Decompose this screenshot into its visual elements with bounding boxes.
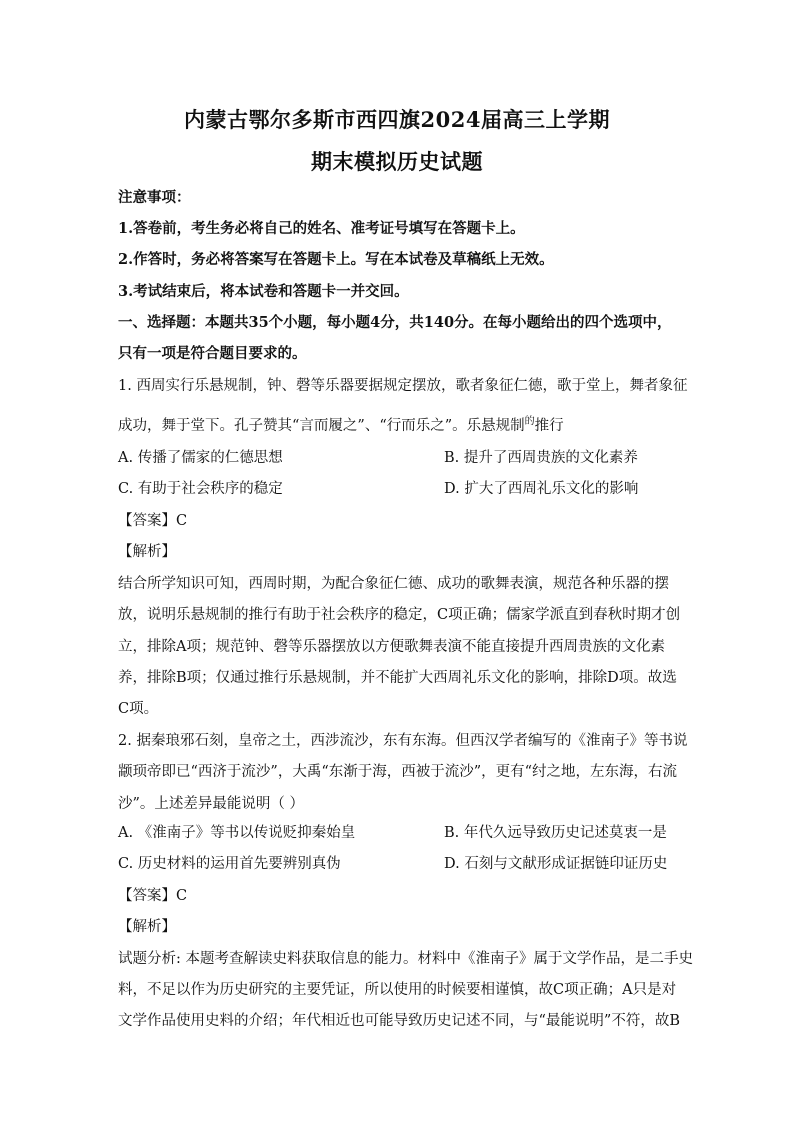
q2-answer: 【答案】C	[118, 888, 188, 904]
q1-analysis-line: 养，排除B项；仅通过推行乐悬规制，并不能扩大西周礼乐文化的影响，排除D项。故选	[118, 670, 677, 686]
q2-option-a: A. 《淮南子》等书以传说贬抑秦始皇	[118, 825, 356, 841]
q1-option-b: B. 提升了西周贵族的文化素养	[444, 450, 638, 466]
q1-stem-superscript: 的	[524, 416, 535, 427]
notice-heading: 注意事项：	[118, 189, 191, 206]
notice-item-2: 2.作答时，务必将答案写在答题卡上。写在本试卷及草稿纸上无效。	[118, 251, 554, 268]
q1-analysis-line: 立，排除A项；规范钟、磬等乐器摆放以方便歌舞表演不能直接提升西周贵族的文化素	[118, 639, 665, 655]
q2-analysis-line: 文学作品使用史料的介绍；年代相近也可能导致历史记述不同，与“最能说明”不符，故B	[118, 1013, 680, 1029]
q1-analysis-line: 结合所学知识可知，西周时期，为配合象征仁德、成功的歌舞表演，规范各种乐器的摆	[118, 576, 669, 592]
q2-option-b: B. 年代久远导致历史记述莫衷一是	[444, 825, 667, 841]
section-instruction-2: 只有一项是符合题目要求的。	[118, 345, 307, 362]
q1-option-a: A. 传播了儒家的仁德思想	[118, 450, 283, 466]
q1-option-c: C. 有助于社会秩序的稳定	[118, 481, 283, 497]
q2-analysis-label: 【解析】	[118, 919, 176, 935]
q2-option-d: D. 石刻与文献形成证据链印证历史	[444, 856, 668, 872]
q2-stem-line: 颛顼帝即已“西济于流沙”，大禹“东渐于海，西被于流沙”，更有“纣之地，左东海，右流	[118, 764, 678, 780]
q1-analysis-line: 放，说明乐悬规制的推行有助于社会秩序的稳定，C项正确；儒家学派直到春秋时期才创	[118, 607, 681, 623]
q1-option-d: D. 扩大了西周礼乐文化的影响	[444, 481, 639, 497]
q2-stem-line: 沙”。上述差异最能说明（ ）	[118, 796, 305, 812]
q1-stem-line2	[118, 412, 564, 435]
q1-stem-line2-end: 推行	[534, 417, 564, 434]
q1-stem-line1: 1. 西周实行乐悬规制，钟、磬等乐器要据规定摆放，歌者象征仁德，歌于堂上，舞者象征	[118, 378, 688, 394]
q1-stem-line2-text: 成功，舞于堂下。孔子赞其“言而履之”、“行而乐之”。乐悬规制	[118, 417, 525, 434]
q1-answer: 【答案】C	[118, 513, 188, 529]
q2-stem-line: 2. 据秦琅邪石刻，皇帝之土，西涉流沙，东有东海。但西汉学者编写的《淮南子》等书说	[118, 733, 688, 749]
notice-item-3: 3.考试结束后，将本试卷和答题卡一并交回。	[118, 283, 409, 300]
q1-analysis-line: C项。	[118, 701, 159, 717]
q2-analysis-line: 料，不足以作为历史研究的主要凭证，所以使用的时候要相谨慎，故C项正确；A只是对	[118, 982, 677, 998]
exam-title-line2: 期末模拟历史试题	[311, 149, 483, 174]
q1-analysis-label: 【解析】	[118, 544, 176, 560]
q2-option-c: C. 历史材料的运用首先要辨别真伪	[118, 856, 341, 872]
notice-item-1: 1.答卷前，考生务必将自己的姓名、准考证号填写在答题卡上。	[118, 220, 525, 237]
q2-analysis-line: 试题分析: 本题考查解读史料获取信息的能力。材料中《淮南子》属于文学作品，是二手史	[118, 951, 693, 967]
section-instruction-1: 一、选择题：本题共35个小题，每小题4分，共140分。在每小题给出的四个选项中，	[118, 314, 672, 331]
exam-title-line1: 内蒙古鄂尔多斯市西四旗2024届高三上学期	[184, 107, 610, 132]
